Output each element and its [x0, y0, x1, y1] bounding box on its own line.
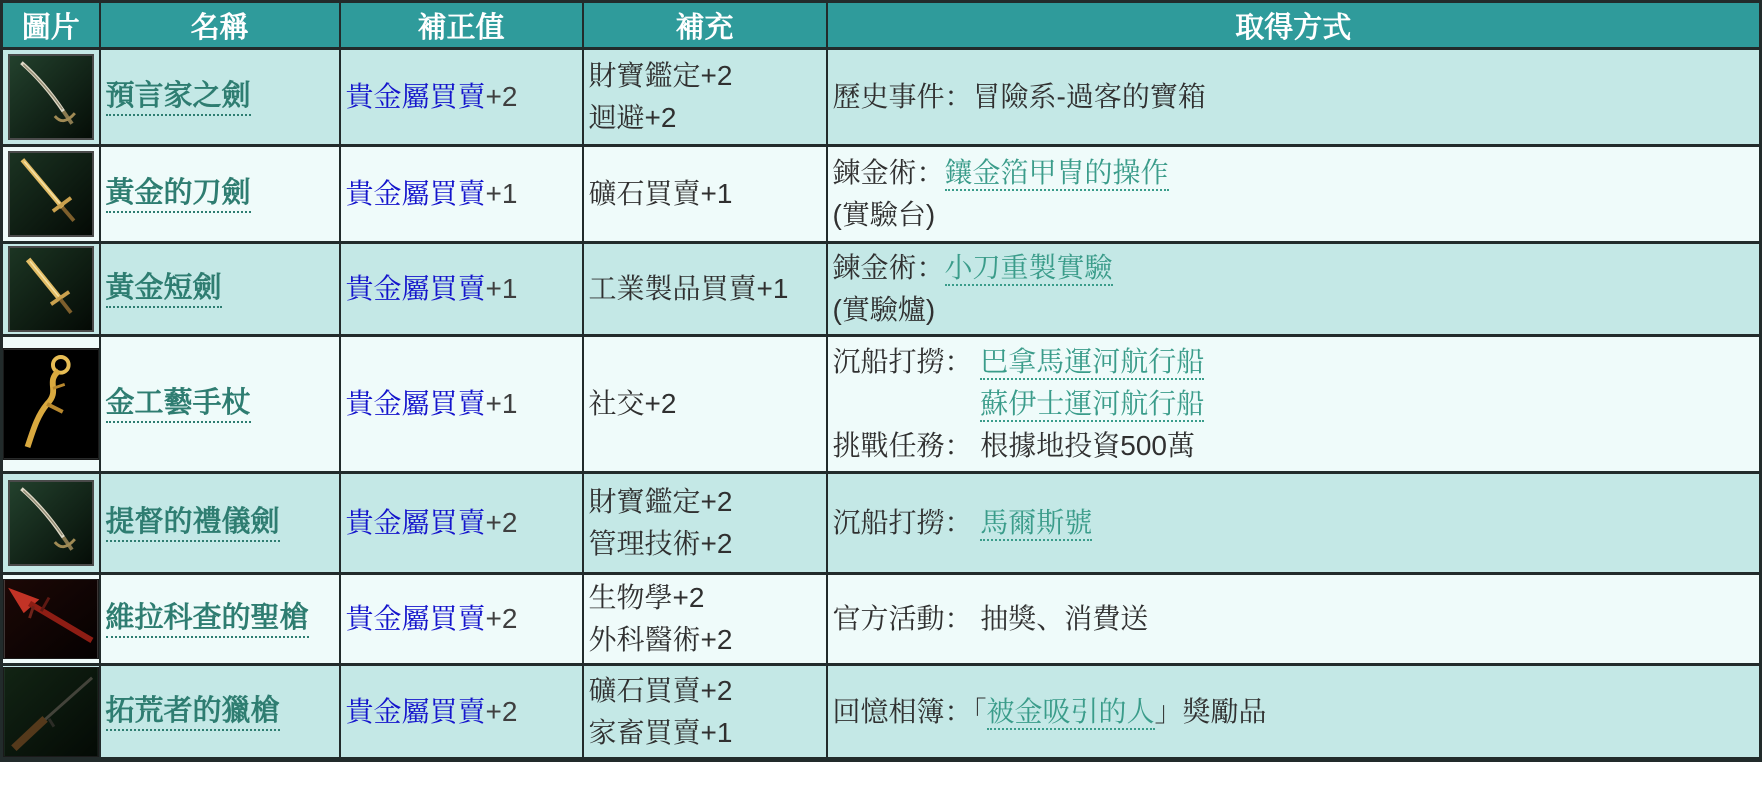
acquisition-link[interactable]: 鑲金箔甲冑的操作 — [945, 157, 1169, 191]
supplement-line: 管理技術+2 — [588, 528, 733, 559]
supplement-line: 外科醫術+2 — [588, 624, 733, 655]
supplement-line: 社交+2 — [588, 388, 677, 419]
bonus-cell — [340, 574, 583, 665]
musket-icon[interactable] — [3, 667, 99, 757]
bonus-value: +1 — [485, 388, 518, 419]
gold-shortsword-icon[interactable] — [8, 246, 94, 332]
acquisition-cell — [827, 574, 1761, 665]
supplement-cell — [583, 146, 827, 243]
supplement-cell — [583, 473, 827, 574]
acquisition-text: (實驗爐) — [832, 294, 936, 325]
bonus-cell — [340, 49, 583, 146]
supplement-cell — [583, 336, 827, 473]
item-name-link[interactable]: 黃金的刀劍 — [106, 177, 251, 213]
acquisition-line — [833, 691, 1756, 733]
bonus-cell — [340, 243, 583, 336]
item-image-cell — [2, 665, 100, 760]
acquisition-cell — [827, 336, 1761, 473]
supplement-line: 生物學+2 — [588, 582, 705, 613]
acquisition-text: 沉船打撈： — [832, 346, 981, 377]
supplement-line: 財寶鑑定+2 — [588, 60, 733, 91]
item-image-cell — [2, 146, 100, 243]
silver-sabre-icon[interactable] — [8, 54, 94, 140]
acquisition-text: 沉船打撈： — [832, 507, 981, 538]
acquisition-text: 鍊金術： — [832, 252, 945, 283]
acquisition-link[interactable]: 蘇伊士運河航行船 — [980, 388, 1204, 422]
bonus-value: +2 — [485, 81, 518, 112]
supplement-line: 礦石買賣+1 — [588, 178, 733, 209]
acquisition-text: (實驗台) — [832, 199, 936, 230]
table-row — [2, 665, 1761, 760]
acquisition-line — [833, 502, 1756, 544]
acquisition-text: 歷史事件：冒險系-過客的寶箱 — [832, 81, 1206, 112]
table-row — [2, 473, 1761, 574]
item-name-link[interactable]: 提督的禮儀劍 — [106, 506, 280, 542]
acquisition-text: 鍊金術： — [832, 157, 945, 188]
bonus-skill-link[interactable]: 貴金屬買賣 — [345, 603, 486, 634]
bonus-value: +2 — [485, 603, 518, 634]
silver-sabre-icon[interactable] — [8, 480, 94, 566]
table-row — [2, 146, 1761, 243]
item-name-link[interactable]: 金工藝手杖 — [106, 387, 251, 423]
bonus-cell — [340, 665, 583, 760]
table-row — [2, 336, 1761, 473]
item-name-cell — [100, 146, 340, 243]
acquisition-cell — [827, 473, 1761, 574]
supplement-line: 迴避+2 — [588, 102, 677, 133]
supplement-line: 工業製品買賣+1 — [588, 273, 789, 304]
gold-staff-icon[interactable] — [3, 348, 99, 460]
acquisition-line — [833, 76, 1756, 118]
acquisition-line — [833, 425, 1756, 467]
bonus-cell — [340, 146, 583, 243]
item-image-cell — [2, 574, 100, 665]
acquisition-link[interactable]: 馬爾斯號 — [980, 507, 1092, 541]
bonus-value: +1 — [485, 178, 518, 209]
item-name-link[interactable]: 黃金短劍 — [106, 272, 222, 308]
acquisition-text — [833, 388, 981, 419]
supplement-line: 礦石買賣+2 — [588, 674, 733, 706]
item-image-cell — [2, 336, 100, 473]
red-lance-icon[interactable] — [3, 579, 99, 659]
bonus-value: +1 — [485, 273, 518, 304]
table-row — [2, 49, 1761, 146]
table-row — [2, 243, 1761, 336]
item-name-cell — [100, 243, 340, 336]
item-name-link[interactable]: 維拉科查的聖槍 — [106, 602, 309, 638]
supplement-cell — [583, 665, 827, 760]
column-header-name: 名稱 — [100, 2, 340, 49]
column-header-image: 圖片 — [2, 2, 100, 49]
item-name-cell — [100, 473, 340, 574]
bonus-skill-link[interactable]: 貴金屬買賣 — [345, 81, 486, 112]
item-name-link[interactable]: 預言家之劍 — [106, 80, 251, 116]
supplement-line: 財寶鑑定+2 — [588, 486, 733, 517]
bonus-skill-link[interactable]: 貴金屬買賣 — [345, 273, 486, 304]
acquisition-cell — [827, 665, 1761, 760]
acquisition-line — [833, 598, 1756, 640]
acquisition-line — [833, 194, 1756, 236]
acquisition-line — [833, 152, 1756, 194]
item-name-link[interactable]: 拓荒者的獵槍 — [106, 695, 280, 731]
acquisition-text: 回憶相簿：「 — [832, 695, 987, 727]
acquisition-cell — [827, 243, 1761, 336]
header-row — [2, 2, 1761, 49]
bonus-skill-link[interactable]: 貴金屬買賣 — [345, 695, 486, 727]
bonus-cell — [340, 336, 583, 473]
acquisition-line — [833, 289, 1756, 331]
bonus-value: +2 — [485, 507, 518, 538]
item-name-cell — [100, 49, 340, 146]
bonus-skill-link[interactable]: 貴金屬買賣 — [345, 507, 486, 538]
supplement-cell — [583, 243, 827, 336]
column-header-supplement: 補充 — [583, 2, 827, 49]
supplement-cell — [583, 574, 827, 665]
acquisition-text: 挑戰任務： 根據地投資500萬 — [832, 430, 1195, 461]
acquisition-cell — [827, 146, 1761, 243]
supplement-line: 家畜買賣+1 — [588, 716, 733, 748]
acquisition-cell — [827, 49, 1761, 146]
table-row — [2, 574, 1761, 665]
item-name-cell — [100, 574, 340, 665]
acquisition-text: 官方活動： 抽獎、消費送 — [832, 603, 1149, 634]
item-image-cell — [2, 243, 100, 336]
acquisition-line — [833, 341, 1756, 383]
acquisition-line — [833, 247, 1756, 289]
acquisition-text: 」獎勵品 — [1154, 695, 1267, 727]
item-image-cell — [2, 49, 100, 146]
acquisition-link[interactable]: 被金吸引的人 — [987, 696, 1155, 730]
column-header-bonus: 補正值 — [340, 2, 583, 49]
acquisition-link[interactable]: 小刀重製實驗 — [945, 252, 1113, 286]
supplement-cell — [583, 49, 827, 146]
bonus-value: +2 — [485, 695, 518, 727]
acquisition-link[interactable]: 巴拿馬運河航行船 — [980, 346, 1204, 380]
table-body — [2, 49, 1761, 760]
column-header-acquisition: 取得方式 — [827, 2, 1761, 49]
item-name-cell — [100, 336, 340, 473]
gold-sword-icon[interactable] — [8, 151, 94, 237]
bonus-skill-link[interactable]: 貴金屬買賣 — [345, 388, 486, 419]
bonus-skill-link[interactable]: 貴金屬買賣 — [345, 178, 486, 209]
item-name-cell — [100, 665, 340, 760]
acquisition-line — [833, 383, 1756, 425]
bonus-cell — [340, 473, 583, 574]
item-image-cell — [2, 473, 100, 574]
